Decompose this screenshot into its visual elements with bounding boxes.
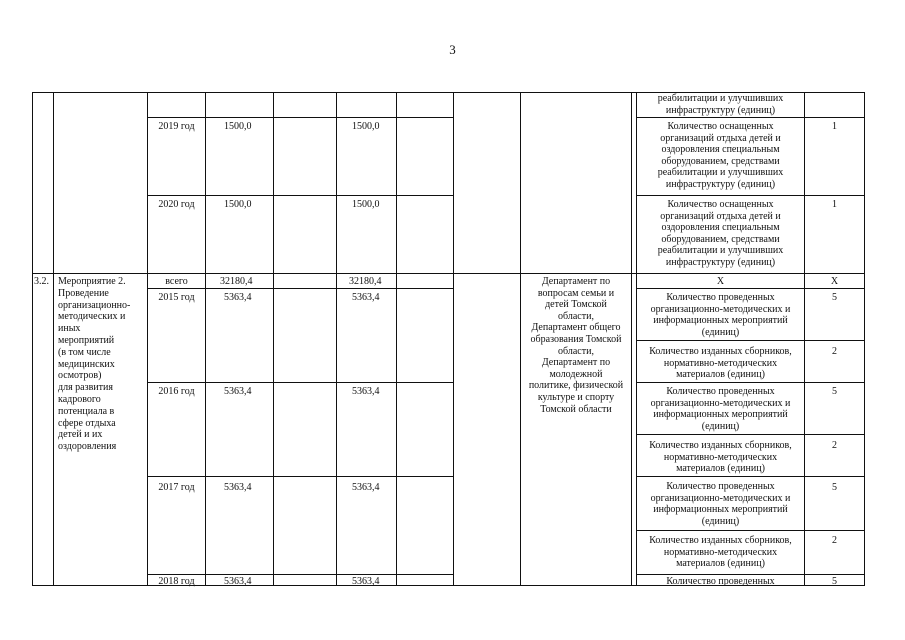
regional-cell: 5363,4 (352, 576, 380, 587)
col-divider (453, 92, 454, 585)
value-cell: 2 (832, 440, 837, 451)
indicator-cell: реабилитации и улучшивших инфраструктуру (единиц) (657, 93, 784, 116)
total-cell: 5363,4 (224, 386, 252, 397)
section-divider (32, 273, 865, 274)
page-number: 3 (449, 42, 456, 57)
col-divider (53, 92, 54, 585)
regional-cell: 32180,4 (349, 276, 382, 287)
col-divider (205, 92, 206, 585)
row-divider (636, 574, 865, 575)
col-divider (147, 92, 148, 585)
row-divider (636, 382, 865, 383)
executor-description: Департамент по вопросам семьи и детей Томской области, Департамент общего образования Томской области, Департамент по молодежной политике, физической культуре и спорту Томской области (528, 276, 624, 415)
row-divider (147, 382, 454, 383)
col-divider (336, 92, 337, 585)
year-cell: 2016 год (158, 386, 195, 397)
year-cell: 2020 год (158, 199, 195, 210)
row-divider (636, 476, 865, 477)
year-cell: 2018 год (158, 576, 195, 587)
activity-description: Мероприятие 2. Проведение организационно- методических и иных мероприятий (в том числе медицинских осмотров) для развития кадрового потенциала в сфере отдыха детей и их оздоровления (58, 276, 131, 453)
row-divider (636, 288, 865, 289)
value-cell: Х (830, 276, 839, 287)
col-divider (804, 92, 805, 585)
total-cell: 32180,4 (220, 276, 253, 287)
value-cell: 5 (832, 482, 837, 493)
total-cell: 5363,4 (224, 292, 252, 303)
col-divider (631, 92, 632, 585)
value-cell: 5 (832, 292, 837, 303)
table-border-left (32, 92, 33, 585)
table-border-right (864, 92, 865, 585)
total-label: всего (165, 276, 188, 287)
row-divider (147, 117, 454, 118)
indicator-cell: Количество проведенных организационно-методических и информационных мероприятий (единиц) (650, 292, 791, 338)
total-cell: 5363,4 (224, 576, 252, 587)
row-divider (636, 530, 865, 531)
indicator-cell: Количество изданных сборников, нормативно-методических материалов (единиц) (649, 440, 792, 475)
regional-cell: 5363,4 (352, 482, 380, 493)
row-divider (147, 574, 454, 575)
value-cell: 2 (832, 535, 837, 546)
indicator-cell: Х (716, 276, 725, 287)
col-divider (273, 92, 274, 585)
year-cell: 2019 год (158, 121, 195, 132)
indicator-cell: Количество оснащенных организаций отдыха детей и оздоровления специальным оборудованием, средствами реабилитации и улучшивших инфраструктуру (единиц) (657, 199, 784, 268)
value-cell: 1 (832, 121, 837, 132)
section-number: 3.2. (34, 276, 49, 287)
regional-cell: 5363,4 (352, 386, 380, 397)
row-divider (147, 288, 454, 289)
row-divider (147, 476, 454, 477)
regional-cell: 5363,4 (352, 292, 380, 303)
regional-cell: 1500,0 (352, 199, 380, 210)
indicator-cell: Количество изданных сборников, нормативно-методических материалов (единиц) (649, 535, 792, 570)
total-cell: 1500,0 (224, 121, 252, 132)
row-divider (636, 340, 865, 341)
value-cell: 5 (832, 576, 837, 585)
year-cell: 2015 год (158, 292, 195, 303)
row-divider (636, 195, 865, 196)
value-cell: 2 (832, 346, 837, 357)
row-divider (636, 434, 865, 435)
indicator-cell: Количество проведенных организационно-методических и информационных мероприятий (единиц) (650, 481, 791, 527)
regional-cell: 1500,0 (352, 121, 380, 132)
col-divider (396, 92, 397, 585)
indicator-cell: Количество проведенных (666, 576, 775, 585)
total-cell: 1500,0 (224, 199, 252, 210)
year-cell: 2017 год (158, 482, 195, 493)
row-divider (147, 195, 454, 196)
indicator-cell: Количество оснащенных организаций отдыха детей и оздоровления специальным оборудованием, средствами реабилитации и улучшивших инфраструктуру (единиц) (657, 121, 784, 190)
row-divider (636, 117, 865, 118)
indicator-cell: Количество проведенных организационно-методических и информационных мероприятий (единиц) (650, 386, 791, 432)
value-cell: 1 (832, 199, 837, 210)
indicator-cell: Количество изданных сборников, нормативно-методических материалов (единиц) (649, 346, 792, 381)
value-cell: 5 (832, 386, 837, 397)
total-cell: 5363,4 (224, 482, 252, 493)
